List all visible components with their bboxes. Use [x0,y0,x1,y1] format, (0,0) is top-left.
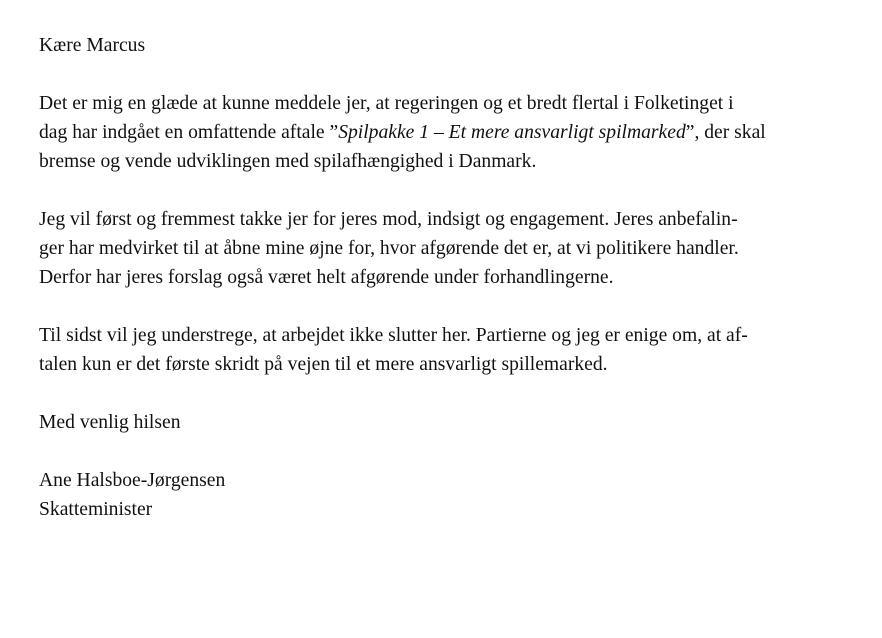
salutation-text: Kære Marcus [39,35,146,56]
text-segment: ”, der skal [685,122,766,143]
letter-body [39,31,839,524]
salutation [39,31,839,60]
closing [39,408,839,437]
paragraph-agreement [39,89,839,176]
paragraph-line: bremse og vende udviklingen med spilafhængighed i Danmark. [39,151,537,172]
paragraph-line: talen kun er det første skridt på vejen til et mere ansvarligt spillemarked. [39,354,608,375]
paragraph-line: Derfor har jeres forslag også været helt afgørende under forhandlingerne. [39,267,614,288]
paragraph-line: Til sidst vil jeg understrege, at arbejdet ikke slutter her. Partierne og jeg er enige om, at af- [39,325,748,346]
paragraph-conclusion [39,321,839,379]
paragraph-thanks [39,205,839,292]
agreement-title: Spilpakke 1 – Et mere ansvarligt spilmarked [338,122,686,143]
text-segment: dag har indgået en omfattende aftale ” [39,122,339,143]
paragraph-line [39,118,839,147]
signature-block [39,466,839,524]
signature-title: Skatteminister [39,499,153,520]
paragraph-line: ger har medvirket til at åbne mine øjne for, hvor afgørende det er, at vi politikere handler. [39,238,739,259]
paragraph-line: Jeg vil først og fremmest takke jer for jeres mod, indsigt og engagement. Jeres anbefalin- [39,209,738,230]
closing-text: Med venlig hilsen [39,412,181,433]
signature-name: Ane Halsboe-Jørgensen [39,470,226,491]
paragraph-line: Det er mig en glæde at kunne meddele jer, at regeringen og et bredt flertal i Folketinget i [39,93,734,114]
